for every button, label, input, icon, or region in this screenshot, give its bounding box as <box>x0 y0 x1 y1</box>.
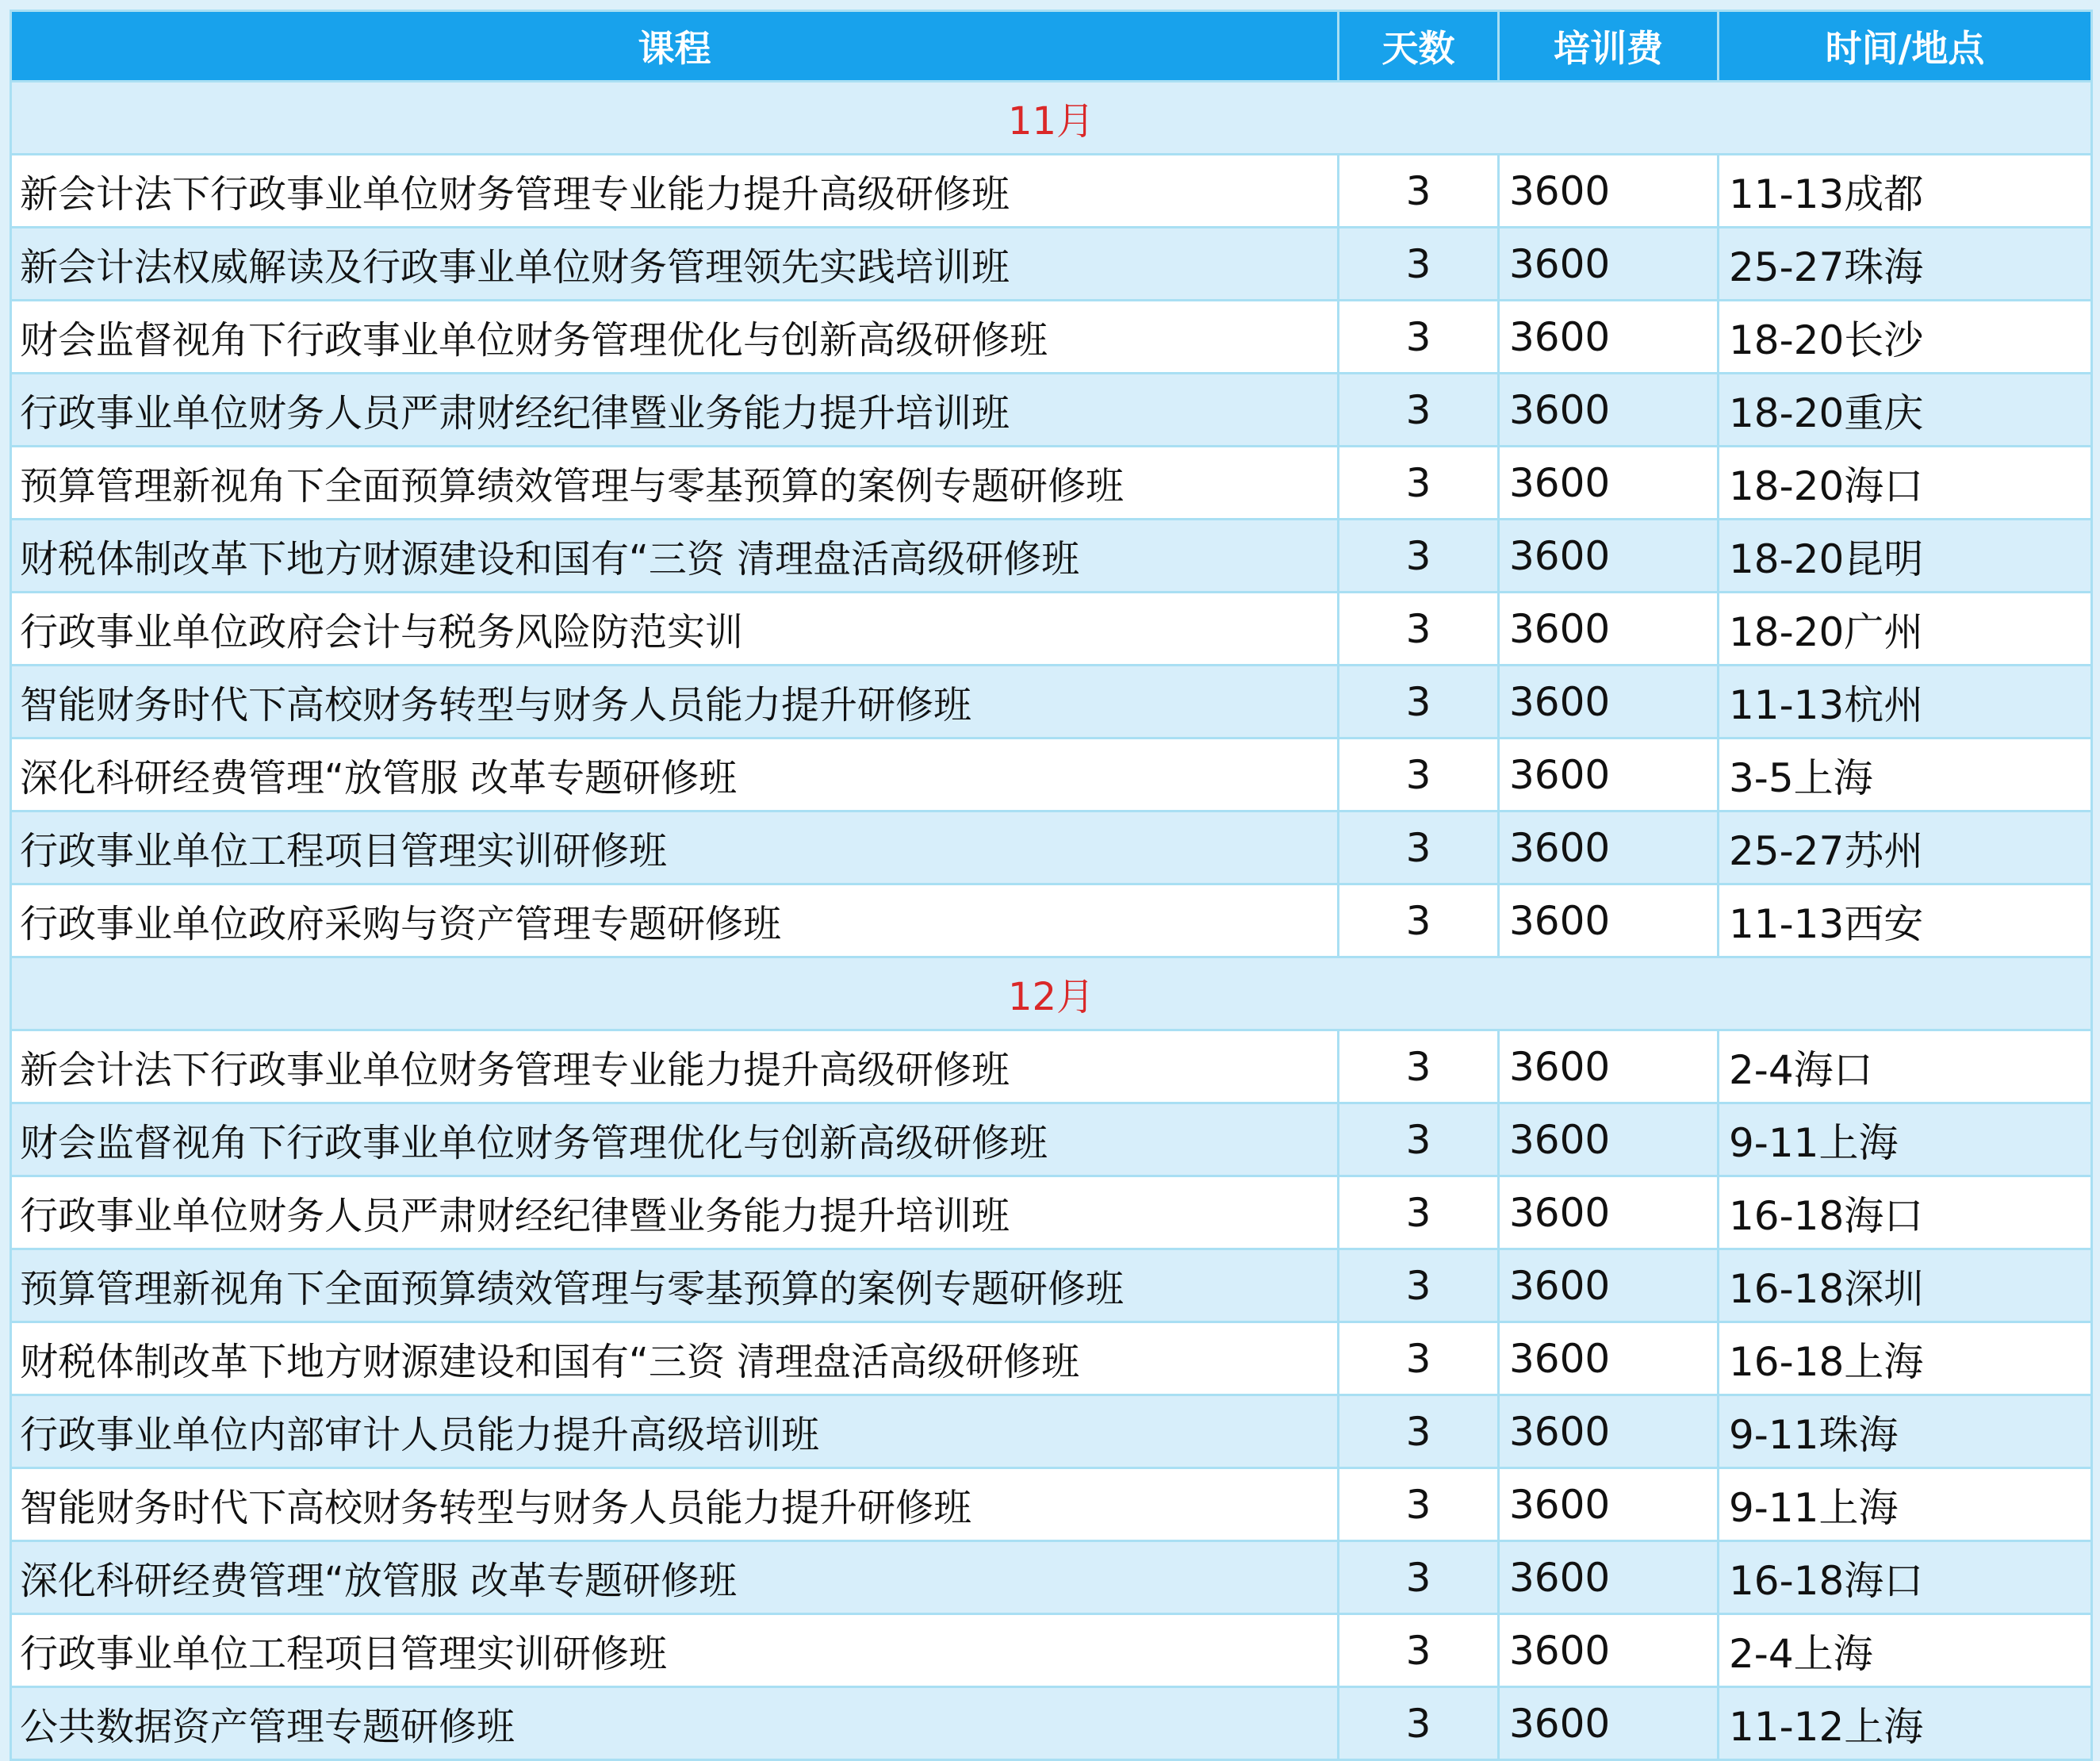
table-row <box>11 1176 2092 1249</box>
table-row <box>11 739 2092 811</box>
course-cell: 新会计法下行政事业单位财务管理专业能力提升高级研修班 <box>11 1030 1339 1103</box>
month-row <box>11 82 2092 155</box>
time-location-cell: 25-27苏州 <box>1719 811 2092 884</box>
days-cell: 3 <box>1339 739 1499 811</box>
days-cell: 3 <box>1339 666 1499 739</box>
table-row <box>11 1249 2092 1322</box>
table-row <box>11 593 2092 666</box>
header-row <box>11 11 2092 82</box>
course-cell: 行政事业单位工程项目管理实训研修班 <box>11 1614 1339 1687</box>
days-cell: 3 <box>1339 1103 1499 1176</box>
time-location-cell: 9-11上海 <box>1719 1468 2092 1541</box>
time-location-cell: 16-18海口 <box>1719 1176 2092 1249</box>
course-cell: 行政事业单位内部审计人员能力提升高级培训班 <box>11 1395 1339 1468</box>
course-cell: 智能财务时代下高校财务转型与财务人员能力提升研修班 <box>11 666 1339 739</box>
table-row <box>11 1395 2092 1468</box>
time-location-cell: 11-13西安 <box>1719 884 2092 957</box>
days-cell: 3 <box>1339 155 1499 228</box>
time-location-cell: 18-20长沙 <box>1719 301 2092 374</box>
days-cell: 3 <box>1339 1541 1499 1614</box>
course-cell: 财会监督视角下行政事业单位财务管理优化与创新高级研修班 <box>11 301 1339 374</box>
table-row <box>11 1541 2092 1614</box>
fee-cell: 3600 <box>1499 301 1719 374</box>
column-header-time-location: 时间/地点 <box>1719 11 2092 82</box>
days-cell: 3 <box>1339 593 1499 666</box>
fee-cell: 3600 <box>1499 1322 1719 1395</box>
days-cell: 3 <box>1339 1030 1499 1103</box>
month-label: 11月 <box>11 82 2092 155</box>
fee-cell: 3600 <box>1499 1395 1719 1468</box>
time-location-cell: 25-27珠海 <box>1719 228 2092 301</box>
time-location-cell: 9-11珠海 <box>1719 1395 2092 1468</box>
course-cell: 行政事业单位政府采购与资产管理专题研修班 <box>11 884 1339 957</box>
fee-cell: 3600 <box>1499 228 1719 301</box>
course-cell: 深化科研经费管理“放管服 改革专题研修班 <box>11 739 1339 811</box>
month-row <box>11 957 2092 1030</box>
table-row <box>11 884 2092 957</box>
fee-cell: 3600 <box>1499 1541 1719 1614</box>
days-cell: 3 <box>1339 301 1499 374</box>
course-cell: 行政事业单位财务人员严肃财经纪律暨业务能力提升培训班 <box>11 374 1339 447</box>
column-header-fee: 培训费 <box>1499 11 1719 82</box>
time-location-cell: 16-18海口 <box>1719 1541 2092 1614</box>
time-location-cell: 11-12上海 <box>1719 1687 2092 1760</box>
days-cell: 3 <box>1339 1322 1499 1395</box>
course-cell: 新会计法下行政事业单位财务管理专业能力提升高级研修班 <box>11 155 1339 228</box>
time-location-cell: 9-11上海 <box>1719 1103 2092 1176</box>
fee-cell: 3600 <box>1499 1103 1719 1176</box>
time-location-cell: 18-20重庆 <box>1719 374 2092 447</box>
fee-cell: 3600 <box>1499 1249 1719 1322</box>
days-cell: 3 <box>1339 1614 1499 1687</box>
days-cell: 3 <box>1339 811 1499 884</box>
time-location-cell: 18-20昆明 <box>1719 520 2092 593</box>
column-header-course: 课程 <box>11 11 1339 82</box>
fee-cell: 3600 <box>1499 374 1719 447</box>
time-location-cell: 18-20广州 <box>1719 593 2092 666</box>
days-cell: 3 <box>1339 1176 1499 1249</box>
days-cell: 3 <box>1339 228 1499 301</box>
fee-cell: 3600 <box>1499 884 1719 957</box>
fee-cell: 3600 <box>1499 520 1719 593</box>
course-cell: 行政事业单位工程项目管理实训研修班 <box>11 811 1339 884</box>
days-cell: 3 <box>1339 1687 1499 1760</box>
time-location-cell: 2-4上海 <box>1719 1614 2092 1687</box>
course-schedule-table <box>10 10 2093 1761</box>
table-row <box>11 301 2092 374</box>
course-cell: 预算管理新视角下全面预算绩效管理与零基预算的案例专题研修班 <box>11 447 1339 520</box>
course-cell: 智能财务时代下高校财务转型与财务人员能力提升研修班 <box>11 1468 1339 1541</box>
course-cell: 行政事业单位政府会计与税务风险防范实训 <box>11 593 1339 666</box>
table-row <box>11 447 2092 520</box>
table-row <box>11 1030 2092 1103</box>
fee-cell: 3600 <box>1499 1030 1719 1103</box>
column-header-days: 天数 <box>1339 11 1499 82</box>
days-cell: 3 <box>1339 520 1499 593</box>
fee-cell: 3600 <box>1499 1687 1719 1760</box>
course-cell: 公共数据资产管理专题研修班 <box>11 1687 1339 1760</box>
fee-cell: 3600 <box>1499 1176 1719 1249</box>
table-row <box>11 520 2092 593</box>
days-cell: 3 <box>1339 447 1499 520</box>
table-row <box>11 1614 2092 1687</box>
month-label: 12月 <box>11 957 2092 1030</box>
time-location-cell: 11-13杭州 <box>1719 666 2092 739</box>
fee-cell: 3600 <box>1499 1468 1719 1541</box>
fee-cell: 3600 <box>1499 447 1719 520</box>
table-row <box>11 1322 2092 1395</box>
table-row <box>11 811 2092 884</box>
table-row <box>11 155 2092 228</box>
time-location-cell: 3-5上海 <box>1719 739 2092 811</box>
table-row <box>11 374 2092 447</box>
table-row <box>11 228 2092 301</box>
days-cell: 3 <box>1339 1249 1499 1322</box>
course-cell: 财会监督视角下行政事业单位财务管理优化与创新高级研修班 <box>11 1103 1339 1176</box>
course-cell: 财税体制改革下地方财源建设和国有“三资 清理盘活高级研修班 <box>11 520 1339 593</box>
table-row <box>11 666 2092 739</box>
course-cell: 预算管理新视角下全面预算绩效管理与零基预算的案例专题研修班 <box>11 1249 1339 1322</box>
days-cell: 3 <box>1339 374 1499 447</box>
time-location-cell: 11-13成都 <box>1719 155 2092 228</box>
fee-cell: 3600 <box>1499 666 1719 739</box>
course-cell: 行政事业单位财务人员严肃财经纪律暨业务能力提升培训班 <box>11 1176 1339 1249</box>
table-row <box>11 1687 2092 1760</box>
course-cell: 财税体制改革下地方财源建设和国有“三资 清理盘活高级研修班 <box>11 1322 1339 1395</box>
table-row <box>11 1103 2092 1176</box>
fee-cell: 3600 <box>1499 739 1719 811</box>
table-row <box>11 1468 2092 1541</box>
course-cell: 新会计法权威解读及行政事业单位财务管理领先实践培训班 <box>11 228 1339 301</box>
days-cell: 3 <box>1339 884 1499 957</box>
fee-cell: 3600 <box>1499 1614 1719 1687</box>
fee-cell: 3600 <box>1499 811 1719 884</box>
time-location-cell: 2-4海口 <box>1719 1030 2092 1103</box>
time-location-cell: 16-18深圳 <box>1719 1249 2092 1322</box>
course-cell: 深化科研经费管理“放管服 改革专题研修班 <box>11 1541 1339 1614</box>
time-location-cell: 18-20海口 <box>1719 447 2092 520</box>
fee-cell: 3600 <box>1499 593 1719 666</box>
fee-cell: 3600 <box>1499 155 1719 228</box>
time-location-cell: 16-18上海 <box>1719 1322 2092 1395</box>
days-cell: 3 <box>1339 1395 1499 1468</box>
days-cell: 3 <box>1339 1468 1499 1541</box>
